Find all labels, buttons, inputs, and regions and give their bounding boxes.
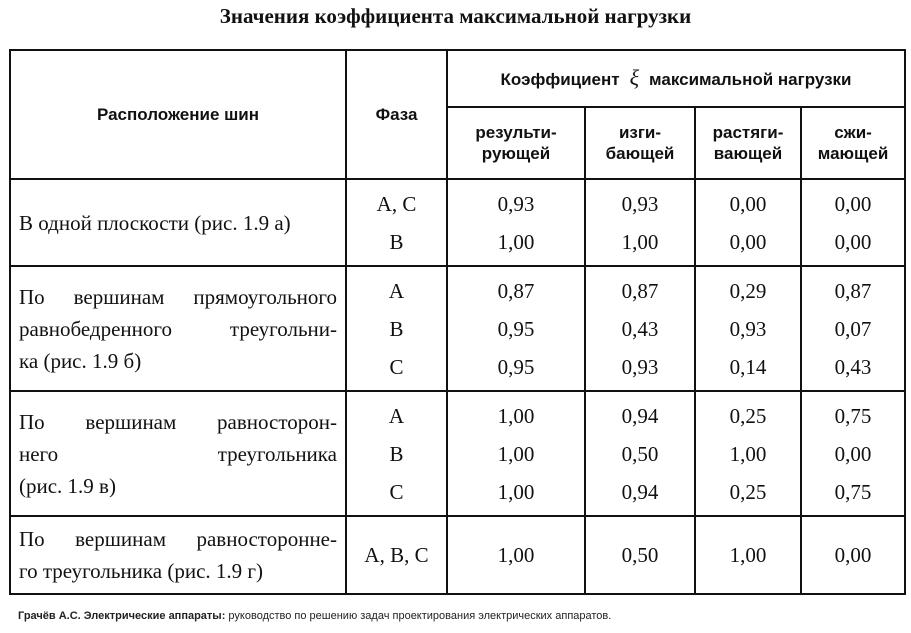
header-tension: растяги- вающей [695, 107, 801, 179]
table-row [10, 516, 905, 594]
tension-cell: 1,00 [695, 516, 801, 594]
compression-cell: 0,75 0,00 0,75 [801, 391, 905, 516]
header-coefficient [447, 50, 905, 107]
header-location: Расположение шин [10, 50, 346, 179]
header-coefficient-post: максимальной нагрузки [649, 70, 852, 89]
phase-cell: А В С [346, 266, 447, 391]
header-compression: сжи- мающей [801, 107, 905, 179]
phase-cell: А В С [346, 391, 447, 516]
location-cell: По вершинам равносторон- него треугольника (рис. 1.9 в) [10, 391, 346, 516]
bending-cell: 0,93 1,00 [585, 179, 695, 266]
location-cell: В одной плоскости (рис. 1.9 а) [10, 179, 346, 266]
table-row [10, 266, 905, 391]
footnote-author-title: Грачёв А.С. Электрические аппараты: [18, 610, 226, 622]
header-resultant: результи- рующей [447, 107, 585, 179]
header-bending: изги- бающей [585, 107, 695, 179]
resultant-cell: 0,87 0,95 0,95 [447, 266, 585, 391]
header-coefficient-pre: Коэффициент [500, 70, 620, 89]
load-coefficient-table [9, 49, 906, 595]
xi-symbol: ξ [629, 65, 640, 90]
bending-cell: 0,94 0,50 0,94 [585, 391, 695, 516]
compression-cell: 0,00 0,00 [801, 179, 905, 266]
resultant-cell: 0,93 1,00 [447, 179, 585, 266]
footnote-rest: руководство по решению задач проектирования электрических аппаратов. [225, 610, 612, 622]
compression-cell: 0,00 [801, 516, 905, 594]
location-cell: По вершинам прямоугольного равнобедренного треугольни- ка (рис. 1.9 б) [10, 266, 346, 391]
tension-cell: 0,25 1,00 0,25 [695, 391, 801, 516]
table-title: Значения коэффициента максимальной нагрузки [219, 4, 692, 28]
bending-cell: 0,50 [585, 516, 695, 594]
resultant-cell: 1,00 1,00 1,00 [447, 391, 585, 516]
table-row [10, 391, 905, 516]
phase-cell: А, С В [346, 179, 447, 266]
tension-cell: 0,29 0,93 0,14 [695, 266, 801, 391]
location-cell: По вершинам равносторонне- го треугольника (рис. 1.9 г) [10, 516, 346, 594]
phase-cell: А, В, С [346, 516, 447, 594]
header-phase: Фаза [346, 50, 447, 179]
resultant-cell: 1,00 [447, 516, 585, 594]
compression-cell: 0,87 0,07 0,43 [801, 266, 905, 391]
tension-cell: 0,00 0,00 [695, 179, 801, 266]
source-footnote [18, 610, 611, 622]
bending-cell: 0,87 0,43 0,93 [585, 266, 695, 391]
table-row [10, 179, 905, 266]
